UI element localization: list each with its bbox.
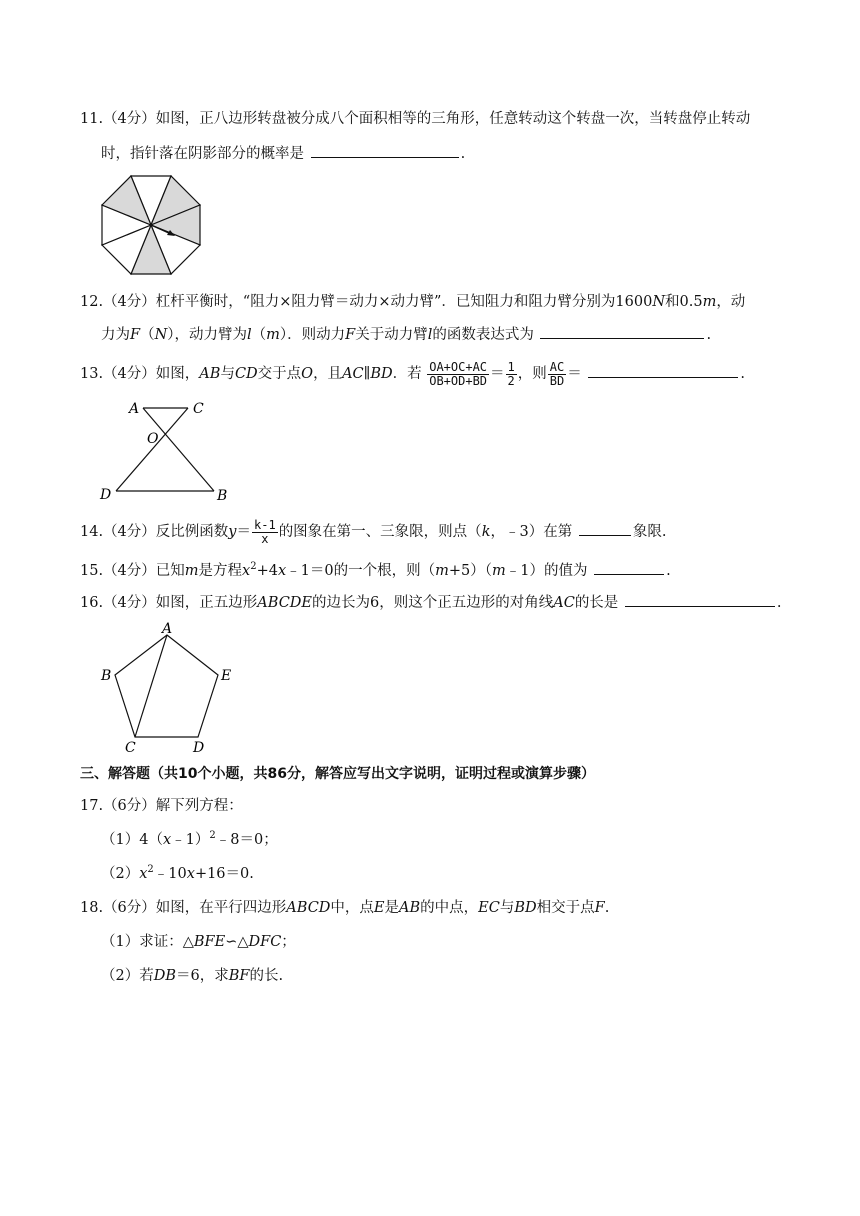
q17-part2: $(2)x^2﹣10x+16=0$.: [101, 864, 254, 882]
label-A: A: [129, 401, 140, 417]
answer-blank-14[interactable]: [579, 521, 631, 536]
answer-blank-12[interactable]: [540, 324, 704, 339]
q18-part2: （2）若DB＝6，求BF的长.: [101, 968, 284, 984]
q16-line: 16.（4分）如图，正五边形ABCDE的边长为6，则这个正五边形的对角线AC的长是 .: [80, 592, 782, 613]
q11-line1: 11.（4分）如图，正八边形转盘被分成八个面积相等的三角形，任意转动这个转盘一次，当转盘停止转动: [80, 111, 751, 127]
q18-part1: （1）求证：△BFE∽△DFC；: [101, 934, 296, 950]
answer-blank-16[interactable]: [625, 592, 775, 607]
label-O: O: [147, 431, 159, 447]
hourglass-figure: [96, 396, 236, 506]
q17-title: 17.（6分）解下列方程：: [80, 798, 243, 814]
label-A: A: [162, 621, 173, 637]
answer-blank-11[interactable]: [311, 143, 459, 158]
ratio-fraction-2: $\frac{1}{2}$: [507, 359, 515, 388]
label-E: E: [221, 668, 232, 684]
ratio-fraction-3: $\frac{AC}{BD}$: [549, 359, 565, 388]
octagon-spinner-figure: [98, 174, 204, 276]
pentagon-figure: [96, 618, 246, 758]
answer-blank-13[interactable]: [588, 363, 738, 378]
answer-blank-15[interactable]: [594, 560, 664, 575]
q14-line: 14.（4分）反比例函数y＝ $\frac{k-1}{x}$ 的图象在第一、三象限，则点（k，﹣3）在第 象限.: [80, 517, 667, 546]
label-B: B: [217, 488, 228, 504]
q13-line: 13.（4分）如图，AB与CD交于点O，且AC∥BD．若 $\frac{OA+OC+AC}{OB+OD+BD}$ ＝ $\frac{1}{2}$ ，则 $\frac{AC}{BD}$ ＝ .: [80, 359, 745, 388]
label-D: D: [193, 740, 205, 756]
q12-line1: 12.（4分）杠杆平衡时，“阻力×阻力臂＝动力×动力臂”．已知阻力和阻力臂分别为1600N和0.5m，动: [80, 294, 746, 310]
section-3-heading: 三、解答题（共10个小题，共86分，解答应写出文字说明，证明过程或演算步骤）: [80, 766, 595, 782]
q11-line2: 时，指针落在阴影部分的概率是 .: [101, 143, 465, 164]
function-fraction: $\frac{k-1}{x}$: [254, 517, 276, 546]
q15-line: 15.（4分）已知m是方程$x^2+4x﹣1=0$的一个根，则（m+5）（m﹣1）的值为 .: [80, 561, 671, 579]
ratio-fraction-1: $\frac{OA+OC+AC}{OB+OD+BD}$: [429, 359, 488, 388]
label-D: D: [100, 487, 112, 503]
label-C: C: [125, 740, 136, 756]
q18-line: 18.（6分）如图，在平行四边形ABCD中，点E是AB的中点，EC与BD相交于点F.: [80, 900, 610, 916]
q12-line2: 力为F（N），动力臂为l（m）．则动力F关于动力臂l的函数表达式为 .: [101, 324, 711, 345]
label-B: B: [101, 668, 112, 684]
label-C: C: [193, 401, 204, 417]
q17-part1: （1）4（x﹣1）$^2$﹣8＝0；: [101, 830, 278, 848]
